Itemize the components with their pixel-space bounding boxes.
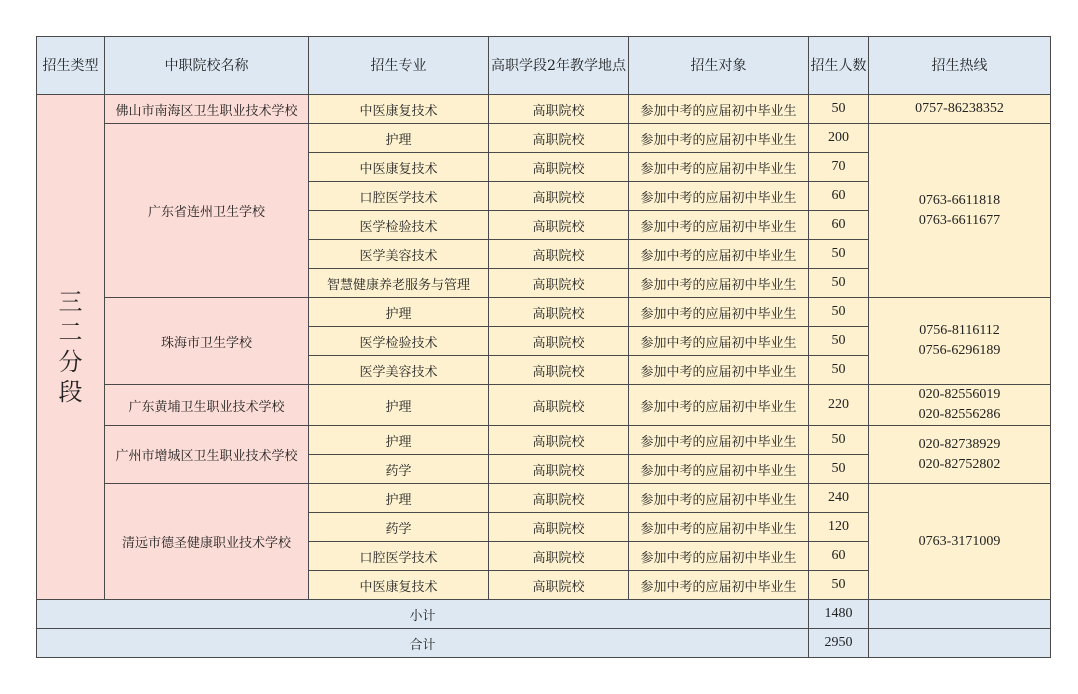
school-name-cell: 清远市德圣健康职业技术学校	[105, 484, 309, 600]
hotline-number: 0756-6296189	[918, 343, 1001, 358]
school-name-cell: 佛山市南海区卫生职业技术学校	[105, 95, 309, 124]
location-cell: 高职院校	[489, 571, 629, 600]
target-cell: 参加中考的应届初中毕业生	[629, 153, 809, 182]
count-cell: 60	[809, 542, 869, 571]
major-cell: 护理	[309, 124, 489, 153]
major-cell: 护理	[309, 426, 489, 455]
hotline-number: 020-82556286	[918, 407, 1001, 422]
school-name-cell: 广东省连州卫生学校	[105, 124, 309, 298]
major-cell: 医学美容技术	[309, 240, 489, 269]
location-cell: 高职院校	[489, 95, 629, 124]
target-cell: 参加中考的应届初中毕业生	[629, 426, 809, 455]
total-blank	[869, 629, 1051, 658]
major-cell: 护理	[309, 385, 489, 426]
location-cell: 高职院校	[489, 298, 629, 327]
enrollment-table	[36, 36, 1051, 658]
location-cell: 高职院校	[489, 269, 629, 298]
target-cell: 参加中考的应届初中毕业生	[629, 124, 809, 153]
total-row	[37, 629, 1051, 658]
location-cell: 高职院校	[489, 124, 629, 153]
hotline-number: 0756-8116112	[919, 323, 1000, 338]
count-cell: 50	[809, 327, 869, 356]
location-cell: 高职院校	[489, 356, 629, 385]
major-cell: 中医康复技术	[309, 571, 489, 600]
major-cell: 护理	[309, 484, 489, 513]
table-row	[37, 484, 1051, 513]
hotline-number: 020-82738929	[918, 436, 1001, 452]
category-char: 分	[58, 348, 83, 376]
target-cell: 参加中考的应届初中毕业生	[629, 571, 809, 600]
count-cell: 50	[809, 571, 869, 600]
target-cell: 参加中考的应届初中毕业生	[629, 298, 809, 327]
count-cell: 50	[809, 240, 869, 269]
major-cell: 药学	[309, 455, 489, 484]
hotline-number: 020-82556019	[918, 387, 1001, 402]
location-cell: 高职院校	[489, 542, 629, 571]
table-row	[37, 385, 1051, 426]
major-cell: 中医康复技术	[309, 153, 489, 182]
target-cell: 参加中考的应届初中毕业生	[629, 211, 809, 240]
hotline-number: 0763-3171009	[918, 533, 1001, 549]
major-cell: 中医康复技术	[309, 95, 489, 124]
major-cell: 口腔医学技术	[309, 542, 489, 571]
count-cell: 200	[809, 124, 869, 153]
header-school: 中职院校名称	[105, 37, 309, 95]
header-category: 招生类型	[37, 37, 105, 95]
major-cell: 护理	[309, 298, 489, 327]
count-cell: 240	[809, 484, 869, 513]
school-name-cell: 广州市增城区卫生职业技术学校	[105, 426, 309, 484]
count-cell: 120	[809, 513, 869, 542]
subtotal-row	[37, 600, 1051, 629]
header-location: 高职学段2年教学地点	[489, 37, 629, 95]
table-row	[37, 298, 1051, 327]
category-char: 段	[58, 378, 83, 406]
hotline-number: 0763-6611818	[918, 192, 1001, 208]
location-cell: 高职院校	[489, 327, 629, 356]
table-row	[37, 124, 1051, 153]
hotline-cell	[869, 426, 1051, 484]
location-cell: 高职院校	[489, 153, 629, 182]
total-value: 2950	[809, 629, 869, 658]
target-cell: 参加中考的应届初中毕业生	[629, 95, 809, 124]
header-row	[37, 37, 1051, 95]
count-cell: 220	[809, 385, 869, 426]
count-cell: 50	[809, 455, 869, 484]
subtotal-blank	[869, 600, 1051, 629]
target-cell: 参加中考的应届初中毕业生	[629, 240, 809, 269]
header-major: 招生专业	[309, 37, 489, 95]
hotline-cell	[869, 484, 1051, 600]
hotline-cell	[869, 298, 1051, 385]
major-cell: 医学检验技术	[309, 211, 489, 240]
count-cell: 50	[809, 426, 869, 455]
target-cell: 参加中考的应届初中毕业生	[629, 513, 809, 542]
count-cell: 50	[809, 356, 869, 385]
hotline-number: 0757-86238352	[915, 101, 1004, 116]
table-row	[37, 95, 1051, 124]
hotline-number: 0763-6611677	[918, 212, 1001, 228]
total-label: 合计	[37, 629, 809, 658]
table-row	[37, 426, 1051, 455]
target-cell: 参加中考的应届初中毕业生	[629, 484, 809, 513]
count-cell: 70	[809, 153, 869, 182]
target-cell: 参加中考的应届初中毕业生	[629, 455, 809, 484]
location-cell: 高职院校	[489, 240, 629, 269]
subtotal-label: 小计	[37, 600, 809, 629]
target-cell: 参加中考的应届初中毕业生	[629, 542, 809, 571]
location-cell: 高职院校	[489, 426, 629, 455]
target-cell: 参加中考的应届初中毕业生	[629, 385, 809, 426]
location-cell: 高职院校	[489, 182, 629, 211]
count-cell: 60	[809, 182, 869, 211]
target-cell: 参加中考的应届初中毕业生	[629, 182, 809, 211]
hotline-cell	[869, 124, 1051, 298]
hotline-cell	[869, 95, 1051, 124]
location-cell: 高职院校	[489, 513, 629, 542]
school-name-cell: 珠海市卫生学校	[105, 298, 309, 385]
hotline-cell	[869, 385, 1051, 426]
major-cell: 口腔医学技术	[309, 182, 489, 211]
location-cell: 高职院校	[489, 455, 629, 484]
category-char: 三	[58, 288, 83, 316]
target-cell: 参加中考的应届初中毕业生	[629, 327, 809, 356]
category-cell	[37, 95, 105, 600]
count-cell: 60	[809, 211, 869, 240]
major-cell: 智慧健康养老服务与管理	[309, 269, 489, 298]
location-cell: 高职院校	[489, 484, 629, 513]
count-cell: 50	[809, 95, 869, 124]
major-cell: 药学	[309, 513, 489, 542]
header-count: 招生人数	[809, 37, 869, 95]
count-cell: 50	[809, 298, 869, 327]
location-cell: 高职院校	[489, 211, 629, 240]
major-cell: 医学美容技术	[309, 356, 489, 385]
target-cell: 参加中考的应届初中毕业生	[629, 269, 809, 298]
count-cell: 50	[809, 269, 869, 298]
category-char: 二	[58, 318, 83, 346]
location-cell: 高职院校	[489, 385, 629, 426]
subtotal-value: 1480	[809, 600, 869, 629]
major-cell: 医学检验技术	[309, 327, 489, 356]
header-hotline: 招生热线	[869, 37, 1051, 95]
school-name-cell: 广东黄埔卫生职业技术学校	[105, 385, 309, 426]
target-cell: 参加中考的应届初中毕业生	[629, 356, 809, 385]
hotline-number: 020-82752802	[918, 456, 1001, 472]
header-target: 招生对象	[629, 37, 809, 95]
